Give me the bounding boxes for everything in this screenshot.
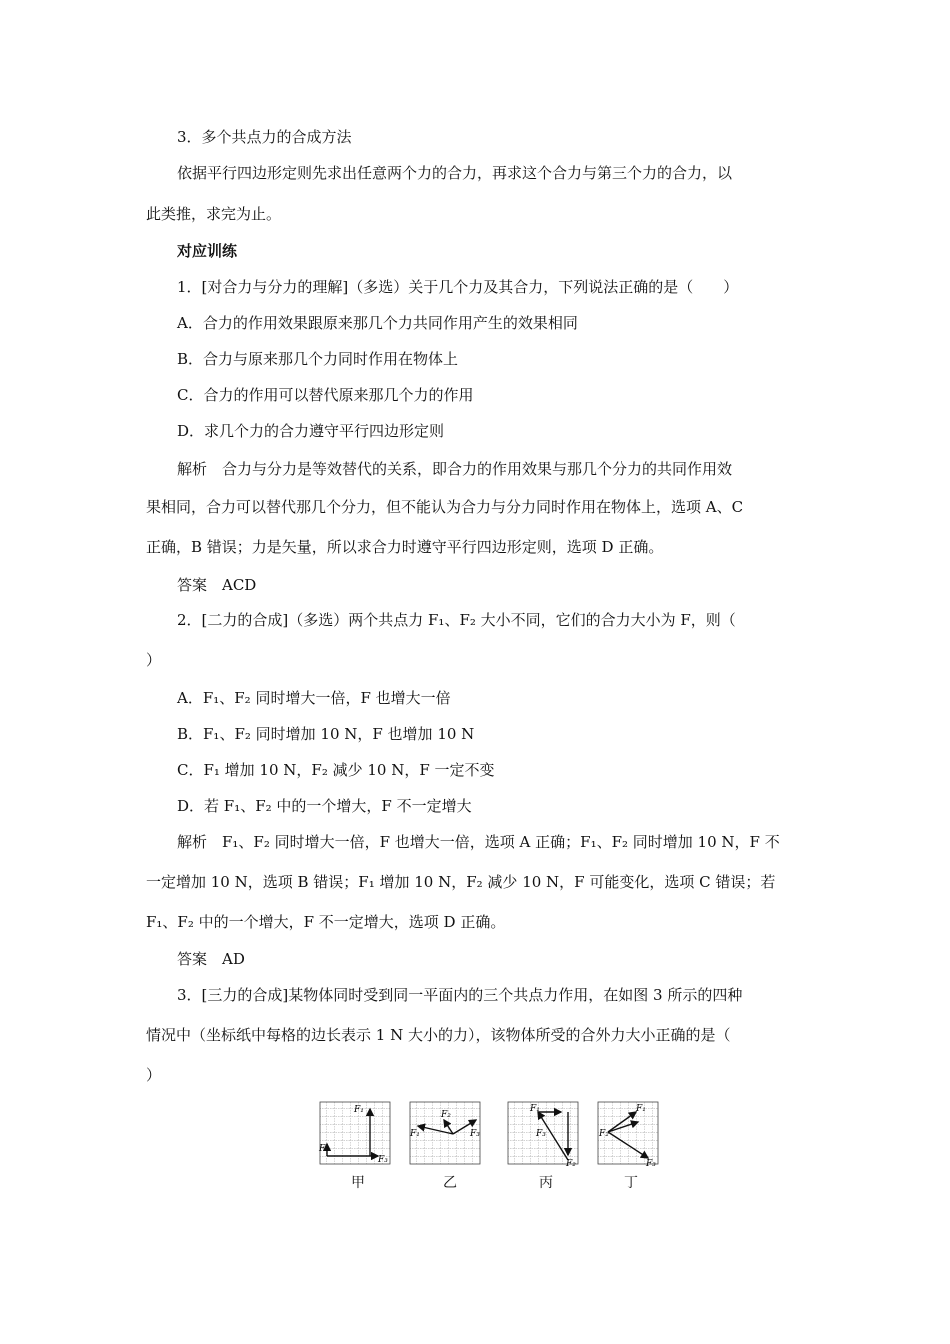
q2-option-c: C．F₁ 增加 10 N，F₂ 减少 10 N，F 一定不变 <box>177 761 495 779</box>
q2-option-a: A．F₁、F₂ 同时增大一倍，F 也增大一倍 <box>177 689 451 707</box>
q1-answer: 答案 ACD <box>177 576 257 594</box>
force-diagrams <box>318 1100 663 1192</box>
force-label: F₁ <box>636 1104 646 1114</box>
force-label: F₁ <box>354 1105 364 1115</box>
q3-stem: ） <box>146 1066 162 1084</box>
diagram-yi <box>408 1100 483 1168</box>
q2-analysis: 解析 F₁、F₂ 同时增大一倍，F 也增大一倍，选项 A 正确；F₁、F₂ 同时增加 10 N，F 不 <box>177 833 780 851</box>
force-label: F₂ <box>599 1129 609 1139</box>
force-label: F₃ <box>470 1129 480 1139</box>
q1-option-a: A．合力的作用效果跟原来那几个力共同作用产生的效果相同 <box>177 314 578 332</box>
q3-stem: 3．[三力的合成]某物体同时受到同一平面内的三个共点力作用，在如图 3 所示的四种 <box>177 986 743 1004</box>
figure-caption: 甲 <box>351 1175 365 1191</box>
force-label: F₂ <box>441 1110 451 1120</box>
q2-option-d: D．若 F₁、F₂ 中的一个增大，F 不一定增大 <box>177 797 472 815</box>
paragraph-line: 依据平行四边形定则先求出任意两个力的合力，再求这个合力与第三个力的合力，以 <box>177 164 733 182</box>
q1-analysis: 解析 合力与分力是等效替代的关系，即合力的作用效果与那几个分力的共同作用效 <box>177 460 733 478</box>
q2-option-b: B．F₁、F₂ 同时增加 10 N，F 也增加 10 N <box>177 725 475 743</box>
figure-caption: 乙 <box>443 1175 457 1191</box>
q1-analysis: 正确，B 错误；力是矢量，所以求合力时遵守平行四边形定则，选项 D 正确。 <box>146 538 664 556</box>
q1-stem: 1．[对合力与分力的理解]（多选）关于几个力及其合力，下列说法正确的是（ ） <box>177 278 739 296</box>
force-label: F₁ <box>410 1129 420 1139</box>
diagram-bing <box>506 1100 581 1168</box>
q2-analysis: F₁、F₂ 中的一个增大，F 不一定增大，选项 D 正确。 <box>146 913 506 931</box>
q1-analysis: 果相同，合力可以替代那几个分力，但不能认为合力与分力同时作用在物体上，选项 A、C <box>146 498 744 516</box>
heading-method: 3．多个共点力的合成方法 <box>177 128 352 146</box>
figure-caption: 丁 <box>624 1175 638 1191</box>
paragraph-line: 此类推，求完为止。 <box>146 205 282 223</box>
force-label: F₃ <box>536 1129 546 1139</box>
q2-answer: 答案 AD <box>177 950 245 968</box>
force-label: F₁ <box>530 1104 540 1114</box>
diagram-ding <box>596 1100 671 1168</box>
diagram-jia <box>318 1100 393 1168</box>
force-label: F₃ <box>378 1155 388 1165</box>
force-label: F₂ <box>319 1144 329 1154</box>
q2-stem: 2．[二力的合成]（多选）两个共点力 F₁、F₂ 大小不同，它们的合力大小为 F，则（ <box>177 611 736 629</box>
q1-option-d: D．求几个力的合力遵守平行四边形定则 <box>177 422 445 440</box>
q1-option-c: C．合力的作用可以替代原来那几个力的作用 <box>177 386 474 404</box>
q1-option-b: B．合力与原来那几个力同时作用在物体上 <box>177 350 459 368</box>
q2-analysis: 一定增加 10 N，选项 B 错误；F₁ 增加 10 N，F₂ 减少 10 N，F 可能变化，选项 C 错误；若 <box>146 873 776 891</box>
q3-stem: 情况中（坐标纸中每格的边长表示 1 N 大小的力），该物体所受的合外力大小正确的是（ <box>146 1026 731 1044</box>
force-label: F₂ <box>566 1159 576 1168</box>
q2-stem: ） <box>146 651 162 669</box>
section-title: 对应训练 <box>177 242 238 260</box>
figure-caption: 丙 <box>539 1175 553 1191</box>
force-label: F₃ <box>646 1159 656 1168</box>
